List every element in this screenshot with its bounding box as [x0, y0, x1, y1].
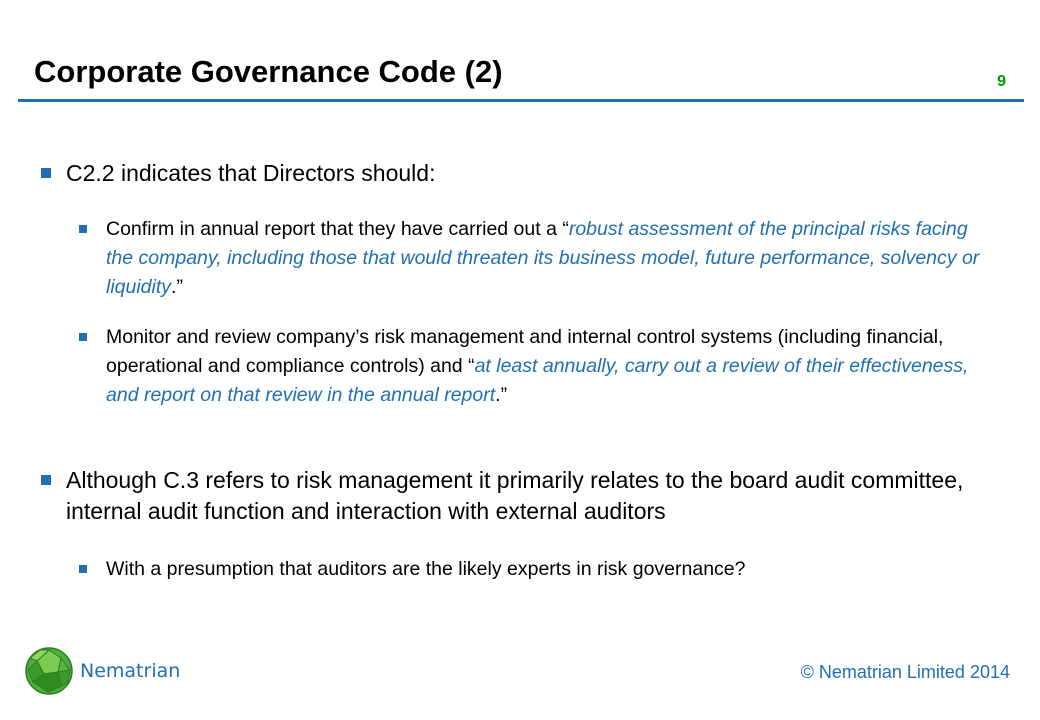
- bullet-text: Although C.3 refers to risk management it primarily relates to the board audit committee, internal audit function and interaction with external auditors: [66, 467, 964, 524]
- sub-bullet-text-end: .”: [495, 384, 508, 406]
- bullet-item: [66, 465, 996, 527]
- footer-brand: Nematrian: [80, 660, 181, 682]
- slide-title: Corporate Governance Code (2): [34, 54, 503, 89]
- bullet-square-icon: [79, 333, 87, 341]
- quoted-text: robust assessment of the principal risks facing the company, including those that would threaten its business model, future performance, solvency or liquidity: [106, 218, 980, 298]
- sub-bullet-item: [106, 215, 996, 302]
- sub-bullet-item: [106, 323, 996, 410]
- title-divider: [18, 99, 1024, 102]
- bullet-text: C2.2 indicates that Directors should:: [66, 160, 436, 186]
- sub-bullet-text: With a presumption that auditors are the likely experts in risk governance?: [106, 558, 746, 580]
- sub-bullet-text: Confirm in annual report that they have carried out a “: [106, 218, 569, 240]
- green-polyhedron-logo-icon: [24, 646, 74, 696]
- bullet-square-icon: [79, 565, 87, 573]
- sub-bullet-text-end: .”: [171, 276, 183, 298]
- bullet-square-icon: [79, 225, 87, 233]
- bullet-square-icon: [41, 475, 51, 485]
- quoted-text: at least annually, carry out a review of their effectiveness, and report on that review in the annual report: [106, 355, 969, 406]
- sub-bullet-text: Monitor and review company’s risk management and internal control systems (including financial, operational and compliance controls) and “: [106, 326, 944, 377]
- bullet-item: [66, 158, 996, 189]
- page-number: 9: [997, 73, 1006, 90]
- sub-bullet-item: [106, 555, 996, 584]
- bullet-square-icon: [41, 168, 51, 178]
- footer-copyright: © Nematrian Limited 2014: [800, 662, 1010, 682]
